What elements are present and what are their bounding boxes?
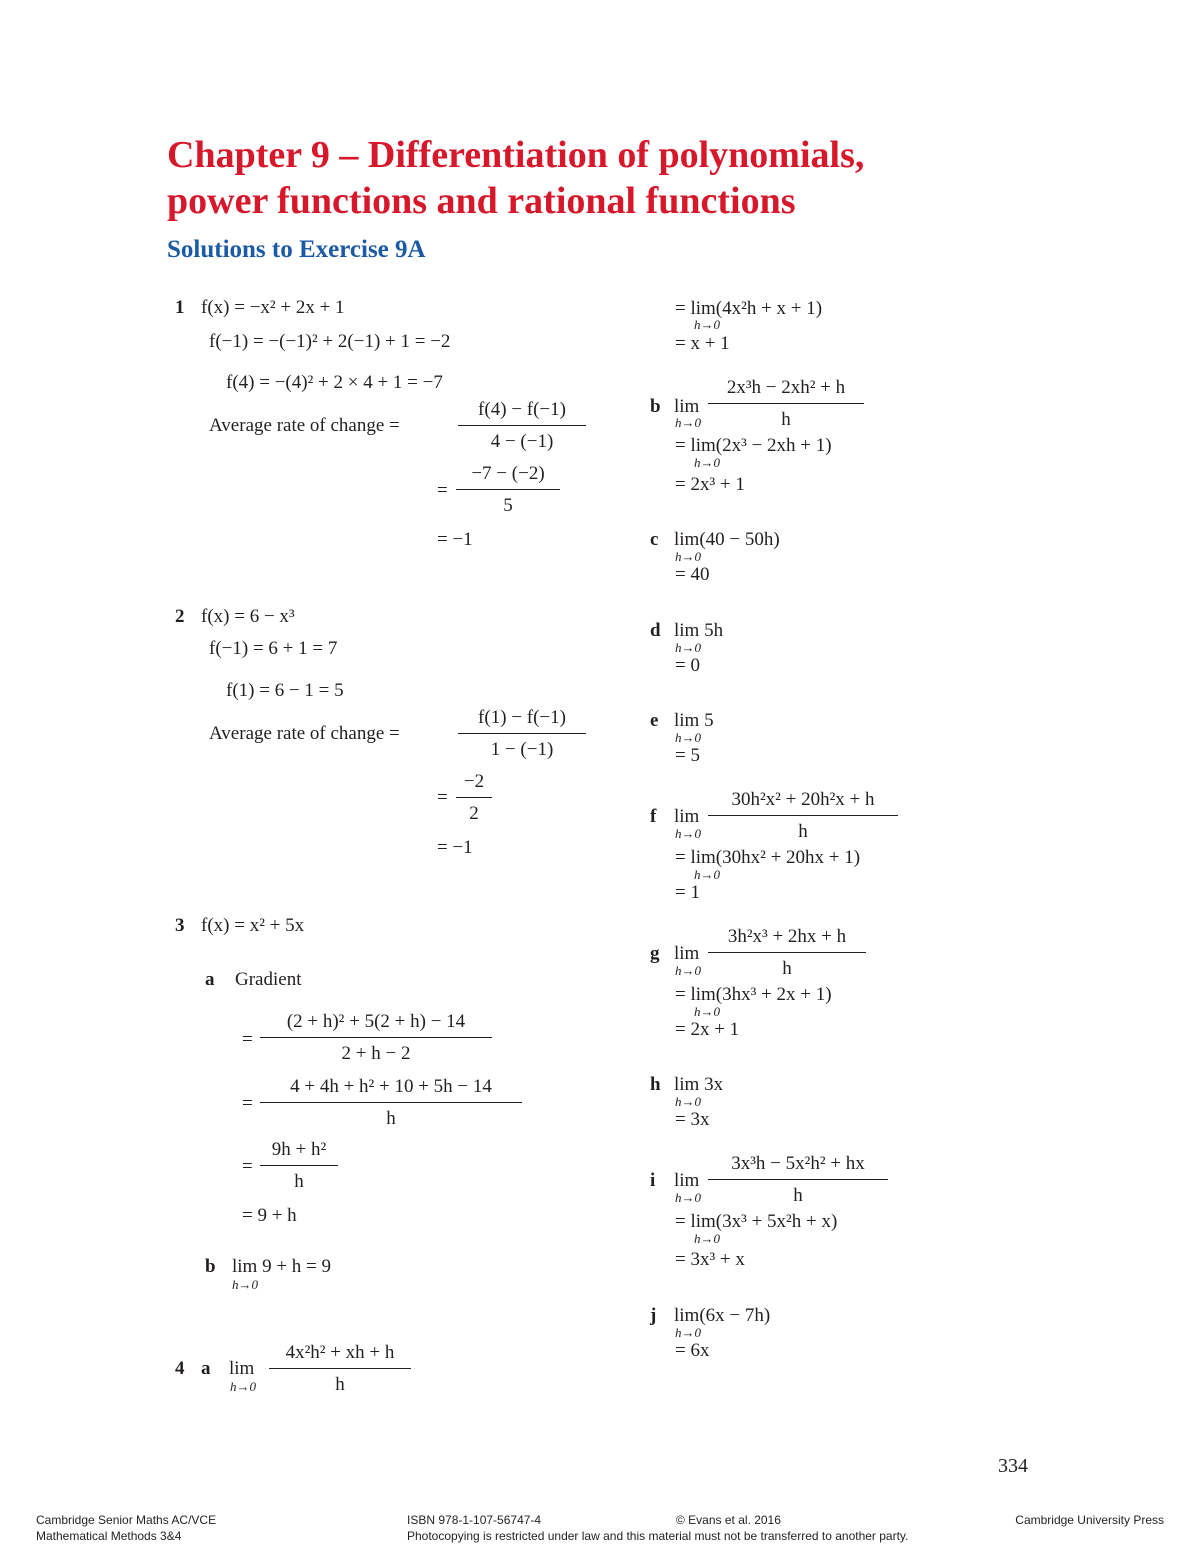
footer-series: Cambridge Senior Maths AC/VCE bbox=[36, 1513, 217, 1527]
q4b-fraction-numerator: 2x³h − 2xh² + h bbox=[708, 376, 864, 404]
q4i-fraction-denominator: h bbox=[793, 1185, 803, 1206]
q1-line-1 bbox=[175, 296, 345, 320]
q4b-line-3: = 2x³ + 1 bbox=[675, 474, 745, 495]
q4e-lim: lim 5 bbox=[674, 710, 714, 731]
q4g-line-2: = lim(3hx³ + 2x + 1) bbox=[675, 984, 832, 1005]
q4i-line-2-subscript: h→0 bbox=[694, 1231, 720, 1246]
q1-fraction-2-denominator: 5 bbox=[503, 495, 513, 516]
q3-line-1 bbox=[175, 914, 304, 938]
q3a-fraction-1-numerator: (2 + h)² + 5(2 + h) − 14 bbox=[260, 1010, 492, 1038]
q4c-lim: lim(40 − 50h) bbox=[674, 529, 780, 550]
q1-avg-label: Average rate of change = bbox=[209, 415, 400, 436]
q4c-result: = 40 bbox=[675, 564, 710, 585]
chapter-title-line-2: power functions and rational functions bbox=[167, 180, 796, 222]
q4i-label: i bbox=[650, 1170, 656, 1191]
q2-equals-2: = bbox=[437, 787, 448, 808]
q4b-line-2-subscript: h→0 bbox=[694, 455, 720, 470]
q3-function: f(x) = x² + 5x bbox=[201, 915, 305, 936]
q3-number: 3 bbox=[175, 915, 185, 936]
footer-subject: Mathematical Methods 3&4 bbox=[36, 1529, 182, 1543]
q4g-fraction-denominator: h bbox=[782, 958, 792, 979]
q4a-line bbox=[175, 1357, 254, 1381]
q4f-fraction-denominator: h bbox=[798, 821, 808, 842]
q1-fraction-2 bbox=[456, 462, 560, 518]
q4i-limit-subscript: h→0 bbox=[675, 1190, 701, 1205]
footer-isbn-row bbox=[407, 1512, 908, 1528]
q3a-fraction-2 bbox=[260, 1075, 522, 1131]
q4a-continued-1: = lim(4x²h + x + 1) bbox=[675, 298, 823, 319]
q3a-result: = 9 + h bbox=[242, 1205, 297, 1226]
q4f-fraction-numerator: 30h²x² + 20h²x + h bbox=[708, 788, 898, 816]
q4j-lim: lim(6x − 7h) bbox=[674, 1305, 771, 1326]
q3a-equals-3: = bbox=[242, 1156, 253, 1177]
q1-number: 1 bbox=[175, 297, 185, 318]
q4g-fraction bbox=[708, 925, 866, 981]
q3a-fraction-2-denominator: h bbox=[386, 1108, 396, 1129]
q3b-line bbox=[205, 1255, 331, 1279]
q4j-result: = 6x bbox=[675, 1340, 710, 1361]
q4d-limit-subscript: h→0 bbox=[675, 640, 701, 655]
q4h-label: h bbox=[650, 1074, 661, 1095]
q1-fraction-1-denominator: 4 − (−1) bbox=[490, 431, 554, 452]
footer-copyright: © Evans et al. 2016 bbox=[676, 1513, 781, 1527]
q3a-equals-1: = bbox=[242, 1029, 253, 1050]
q3a-fraction-1-denominator: 2 + h − 2 bbox=[341, 1043, 411, 1064]
q3a-equals-2: = bbox=[242, 1093, 253, 1114]
q4a-continued-subscript: h→0 bbox=[694, 317, 720, 332]
q2-fraction-2 bbox=[456, 770, 492, 826]
q4h-lim: lim 3x bbox=[674, 1074, 724, 1095]
footer-book-title bbox=[36, 1512, 216, 1544]
q4d-lim: lim 5h bbox=[674, 620, 724, 641]
q4d-result: = 0 bbox=[675, 655, 700, 676]
q4g-line-3: = 2x + 1 bbox=[675, 1019, 740, 1040]
page-number: 334 bbox=[998, 1455, 1028, 1477]
q1-result: = −1 bbox=[437, 529, 473, 550]
q3a-label: a bbox=[205, 969, 215, 990]
q4c-label: c bbox=[650, 529, 659, 550]
q4h-result: = 3x bbox=[675, 1109, 710, 1130]
q4b-fraction bbox=[708, 376, 864, 432]
q3b-label: b bbox=[205, 1256, 216, 1277]
footer-publisher: Cambridge University Press bbox=[1015, 1513, 1164, 1527]
q3a-fraction-1 bbox=[260, 1010, 492, 1066]
q4a-lim: lim bbox=[229, 1358, 255, 1379]
q4i-fraction bbox=[708, 1152, 888, 1208]
q4a-limit-subscript: h→0 bbox=[230, 1379, 256, 1394]
q4g-label: g bbox=[650, 943, 660, 964]
q1-fraction-2-numerator: −7 − (−2) bbox=[456, 462, 560, 490]
q2-line-1 bbox=[175, 605, 295, 629]
q4b-label: b bbox=[650, 396, 661, 417]
q1-line-3: f(4) = −(4)² + 2 × 4 + 1 = −7 bbox=[226, 372, 443, 393]
footer-notice: Photocopying is restricted under law and this material must not be transferred to another party. bbox=[407, 1529, 909, 1543]
q4f-label: f bbox=[650, 806, 657, 827]
q4-number: 4 bbox=[175, 1358, 185, 1379]
q2-line-2: f(−1) = 6 + 1 = 7 bbox=[209, 638, 338, 659]
q3a-fraction-3 bbox=[260, 1138, 338, 1194]
q4c-limit-subscript: h→0 bbox=[675, 549, 701, 564]
q2-line-3: f(1) = 6 − 1 = 5 bbox=[226, 680, 344, 701]
q4j-line bbox=[650, 1304, 770, 1328]
q1-equals-2: = bbox=[437, 480, 448, 501]
q2-fraction-1-numerator: f(1) − f(−1) bbox=[458, 706, 586, 734]
q3b-text: lim 9 + h = 9 bbox=[232, 1256, 332, 1277]
q4a-fraction-numerator: 4x²h² + xh + h bbox=[269, 1341, 411, 1369]
q1-fraction-1-numerator: f(4) − f(−1) bbox=[458, 398, 586, 426]
q4b-line-2: = lim(2x³ − 2xh + 1) bbox=[675, 435, 832, 456]
chapter-title bbox=[167, 132, 864, 224]
q4j-label: j bbox=[650, 1305, 657, 1326]
q4h-limit-subscript: h→0 bbox=[675, 1094, 701, 1109]
q4g-line-2-subscript: h→0 bbox=[694, 1004, 720, 1019]
q3a-text: Gradient bbox=[235, 969, 302, 990]
q4f-lim: lim bbox=[674, 806, 700, 827]
q4b-fraction-denominator: h bbox=[781, 409, 791, 430]
q4e-label: e bbox=[650, 710, 659, 731]
footer-isbn: ISBN 978-1-107-56747-4 bbox=[407, 1513, 542, 1527]
q4f-limit-subscript: h→0 bbox=[675, 826, 701, 841]
q4f-line-3: = 1 bbox=[675, 882, 700, 903]
q3b-limit-subscript: h→0 bbox=[232, 1277, 258, 1292]
q1-line-2: f(−1) = −(−1)² + 2(−1) + 1 = −2 bbox=[209, 331, 451, 352]
q2-fraction-1 bbox=[458, 706, 586, 762]
q2-function: f(x) = 6 − x³ bbox=[201, 606, 295, 627]
q3a-fraction-3-denominator: h bbox=[294, 1171, 304, 1192]
q1-fraction-1 bbox=[458, 398, 586, 454]
q2-fraction-2-numerator: −2 bbox=[456, 770, 492, 798]
q4a-fraction-denominator: h bbox=[335, 1374, 345, 1395]
q4f-line-2: = lim(30hx² + 20hx + 1) bbox=[675, 847, 861, 868]
chapter-title-line-1: Chapter 9 – Differentiation of polynomials, bbox=[167, 134, 865, 176]
q4a-continued-2: = x + 1 bbox=[675, 333, 730, 354]
q3a-line bbox=[205, 968, 301, 992]
q4b-lim: lim bbox=[674, 396, 700, 417]
q4i-lim: lim bbox=[674, 1170, 700, 1191]
exercise-subtitle: Solutions to Exercise 9A bbox=[167, 236, 426, 263]
q2-number: 2 bbox=[175, 606, 185, 627]
q1-function: f(x) = −x² + 2x + 1 bbox=[201, 297, 345, 318]
q4e-result: = 5 bbox=[675, 745, 700, 766]
q4i-fraction-numerator: 3x³h − 5x²h² + hx bbox=[708, 1152, 888, 1180]
q3a-fraction-3-numerator: 9h + h² bbox=[260, 1138, 338, 1166]
q2-avg-label: Average rate of change = bbox=[209, 723, 400, 744]
footer-center bbox=[407, 1512, 908, 1544]
q4e-limit-subscript: h→0 bbox=[675, 730, 701, 745]
q4d-label: d bbox=[650, 620, 661, 641]
q4b-limit-subscript: h→0 bbox=[675, 415, 701, 430]
q4a-fraction bbox=[269, 1341, 411, 1397]
q4i-line-2: = lim(3x³ + 5x²h + x) bbox=[675, 1211, 838, 1232]
q2-fraction-1-denominator: 1 − (−1) bbox=[490, 739, 554, 760]
q3a-fraction-2-numerator: 4 + 4h + h² + 10 + 5h − 14 bbox=[260, 1075, 522, 1103]
q4g-fraction-numerator: 3h²x³ + 2hx + h bbox=[708, 925, 866, 953]
q4g-lim: lim bbox=[674, 943, 700, 964]
q4f-line-2-subscript: h→0 bbox=[694, 867, 720, 882]
q4g-limit-subscript: h→0 bbox=[675, 963, 701, 978]
q4a-label: a bbox=[201, 1358, 211, 1379]
q2-fraction-2-denominator: 2 bbox=[469, 803, 479, 824]
q2-result: = −1 bbox=[437, 837, 473, 858]
q4j-limit-subscript: h→0 bbox=[675, 1325, 701, 1340]
q4f-fraction bbox=[708, 788, 898, 844]
q4i-line-3: = 3x³ + x bbox=[675, 1249, 745, 1270]
q4c-line bbox=[650, 528, 780, 552]
